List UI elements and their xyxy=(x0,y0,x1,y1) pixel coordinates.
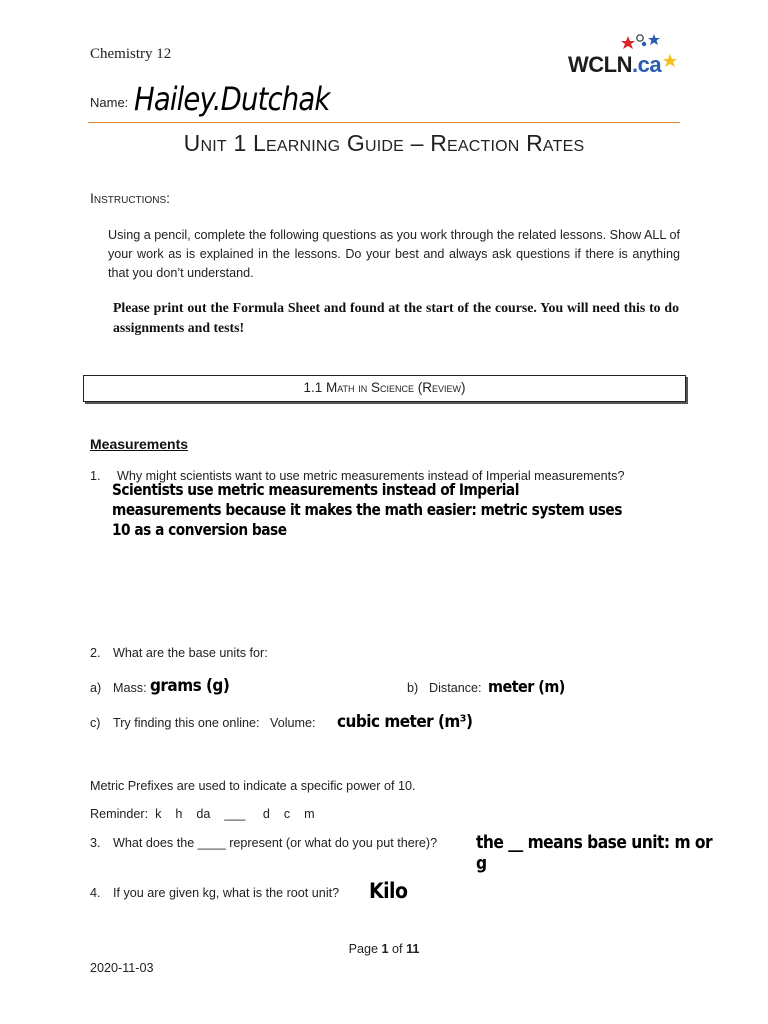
question-2b-label: b) xyxy=(407,681,419,695)
metric-prefix-note: Metric Prefixes are used to indicate a specific power of 10. xyxy=(90,779,416,793)
page-prefix: Page xyxy=(348,942,382,956)
section-header-box xyxy=(83,375,686,402)
question-4-number: 4. xyxy=(90,886,101,900)
question-1-answer: Scientists use metric measurements instead of Imperial measurements because it makes the math easier: metric system uses 10 as a conversion base xyxy=(112,480,622,539)
logo-wordmark: WCLN xyxy=(568,52,632,77)
question-2c-answer: cubic meter (m³) xyxy=(337,712,473,732)
formula-sheet-notice: Please print out the Formula Sheet and found at the start of the course. You will need this to do assignments and tests! xyxy=(113,300,679,335)
question-2a-label: a) xyxy=(90,681,102,695)
question-3-number: 3. xyxy=(90,836,101,850)
question-2b-answer: meter (m) xyxy=(488,677,565,696)
page-current: 1 xyxy=(381,942,389,956)
page-total: 11 xyxy=(406,942,420,956)
question-2c-label: c) xyxy=(90,716,101,730)
question-2b-text: Distance: xyxy=(429,681,482,695)
instructions-heading: Instructions: xyxy=(90,190,171,206)
prefix-reminder: Reminder: k h da ___ d c m xyxy=(90,807,315,821)
question-3-answer: the __ means base unit: m or g xyxy=(476,832,713,874)
question-2c-text: Try finding this one online: Volume: xyxy=(113,716,316,730)
question-2-text: What are the base units for: xyxy=(113,646,268,660)
student-name-handwritten: Hailey.Dutchak xyxy=(134,80,330,118)
question-3-text: What does the ____ represent (or what do you put there)? xyxy=(113,836,438,850)
page-of: of xyxy=(388,942,407,956)
question-2a-answer: grams (g) xyxy=(150,676,230,696)
section-title: 1.1 Math in Science (Review) xyxy=(303,380,466,395)
logo-suffix: .ca xyxy=(631,52,662,77)
course-name: Chemistry 12 xyxy=(90,46,172,62)
question-4-text: If you are given kg, what is the root unit? xyxy=(113,886,340,900)
document-title: Unit 1 Learning Guide – Reaction Rates xyxy=(183,130,585,156)
question-1-text: Why might scientists want to use metric measurements instead of Imperial measurements? xyxy=(117,469,625,483)
question-4-answer: Kilo xyxy=(369,879,408,903)
question-2-number: 2. xyxy=(90,646,101,660)
wcln-logo xyxy=(566,30,678,80)
name-label: Name: xyxy=(90,95,129,110)
page-number xyxy=(0,942,768,956)
measurements-heading: Measurements xyxy=(90,436,189,452)
header-divider xyxy=(88,122,680,123)
question-2a-text: Mass: xyxy=(113,681,147,695)
document-date: 2020-11-03 xyxy=(90,961,154,975)
question-1-number: 1. xyxy=(90,469,101,483)
instructions-body: Using a pencil, complete the following questions as you work through the related lessons. Show ALL of your work as is explained in the lessons. Do your best and always ask questions if there is anything that you don’t understand. xyxy=(108,228,680,280)
